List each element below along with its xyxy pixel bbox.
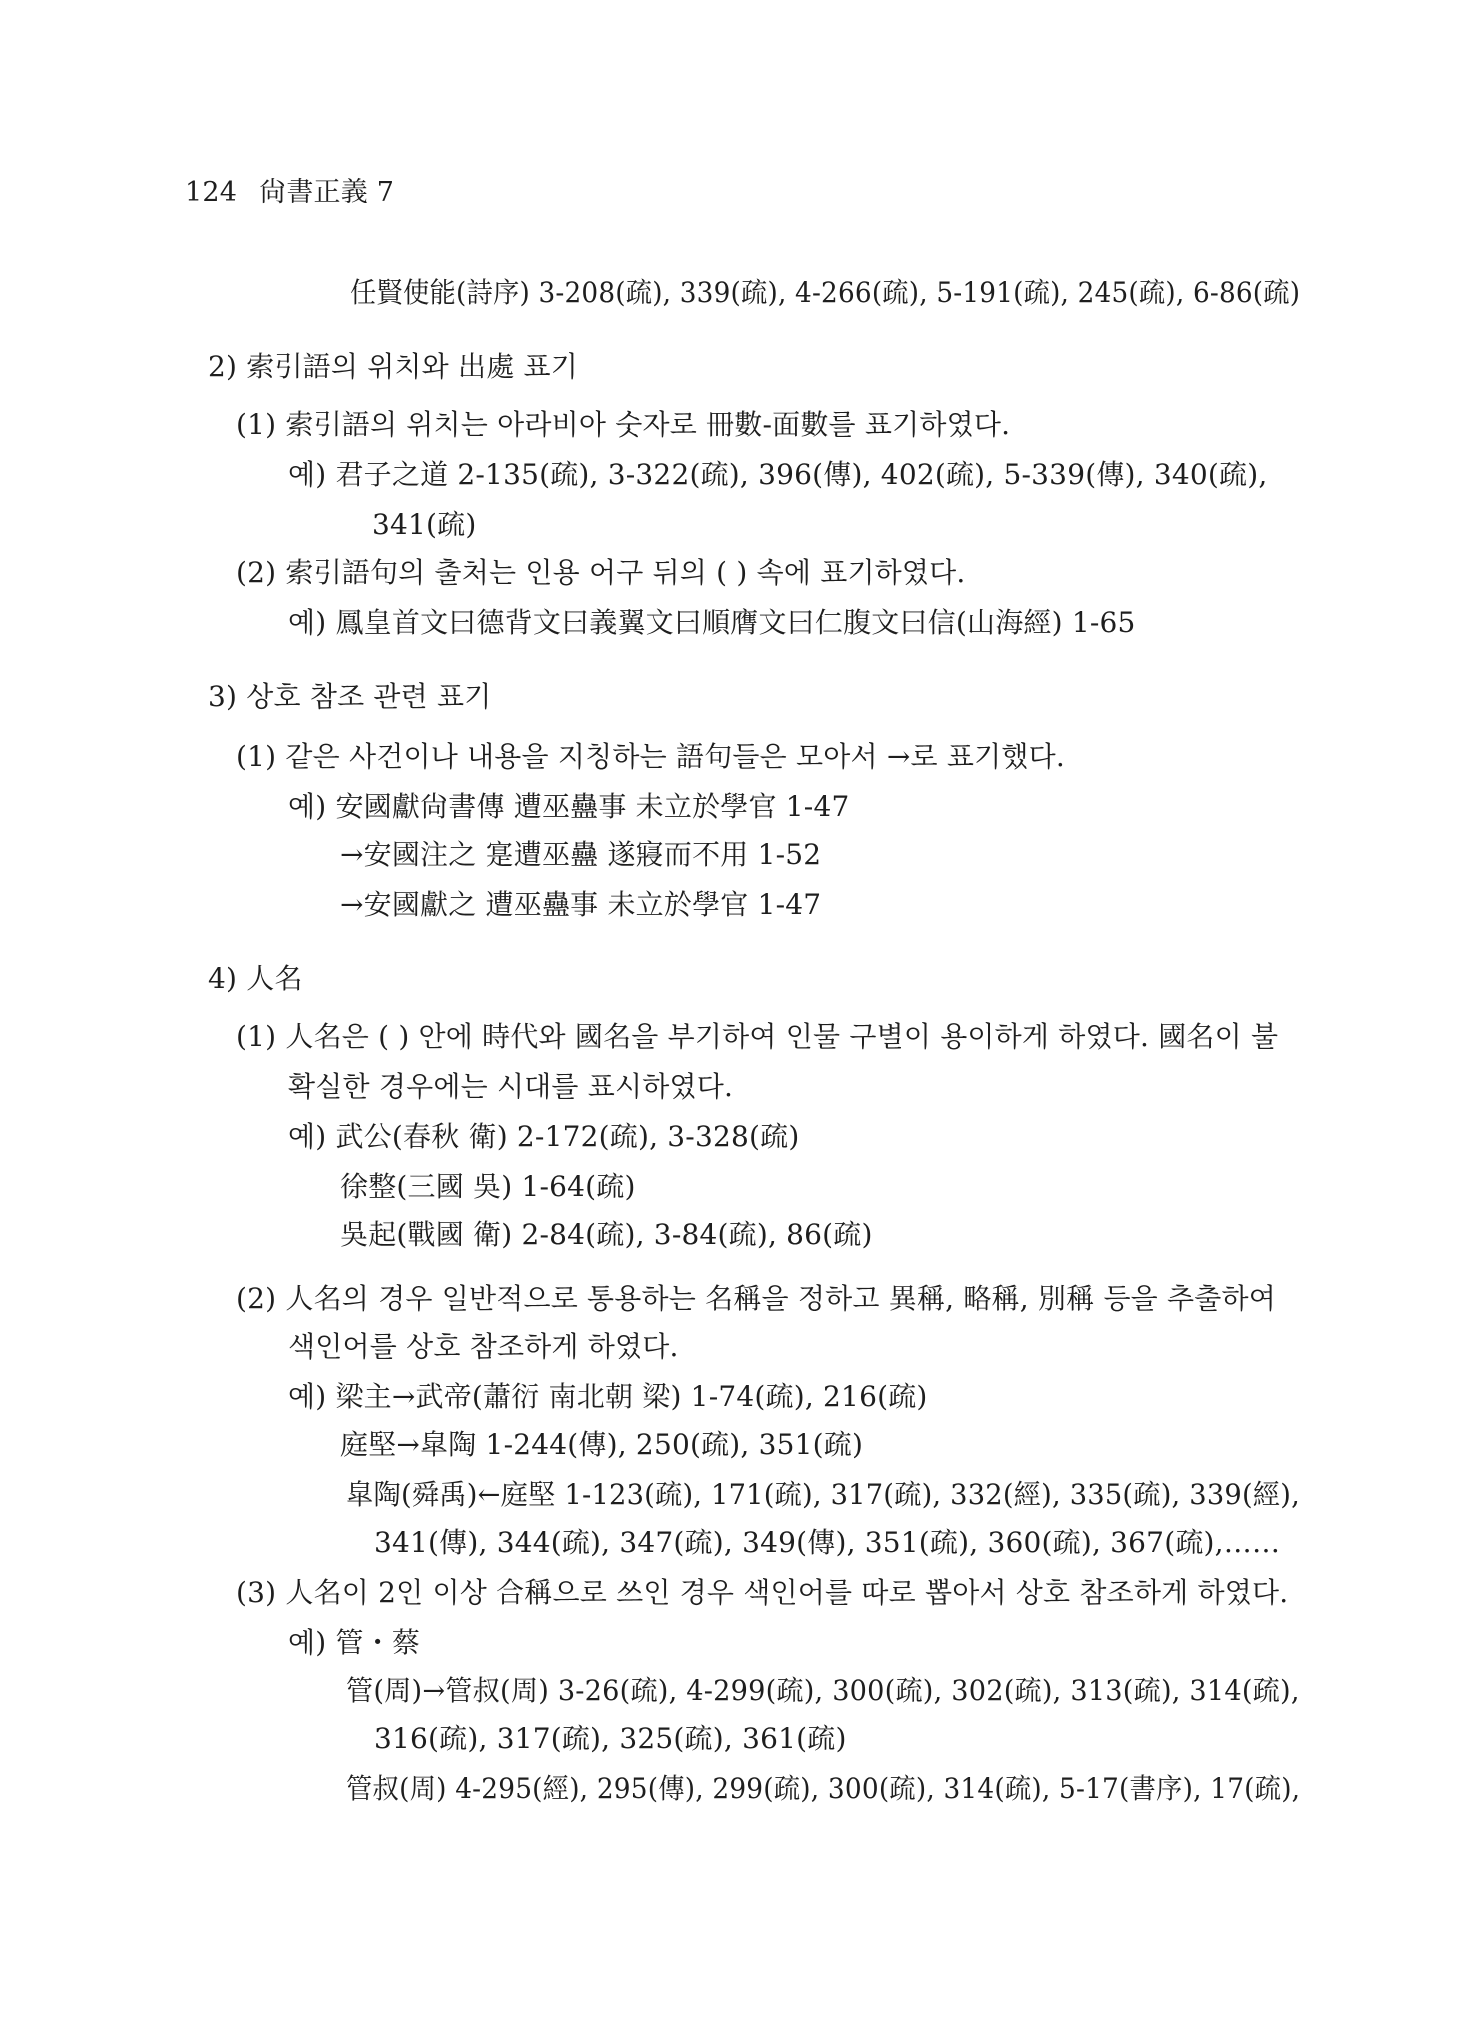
rule-item-continuation: 색인어를 상호 참조하게 하였다. [288,1330,679,1363]
example-line: 예) 梁主→武帝(蕭衍 南北朝 梁) 1-74(疏), 216(疏) [288,1380,928,1413]
rule-item: (1) 人名은 ( ) 안에 時代와 國名을 부기하여 인물 구별이 용이하게 하였다. 國名이 불 [236,1020,1279,1053]
rule-item: (1) 索引語의 위치는 아라비아 숫자로 冊數-面數를 표기하였다. [236,408,1011,441]
example-line: 예) 安國獻尙書傳 遭巫蠱事 未立於學官 1-47 [288,790,850,823]
example-continuation: 341(傳), 344(疏), 347(疏), 349(傳), 351(疏), 360(疏), 367(疏),…… [374,1526,1281,1559]
page-header [185,176,394,210]
rule-item-continuation: 확실한 경우에는 시대를 표시하였다. [288,1070,734,1103]
page-number: 124 [185,177,238,208]
section-heading: 3) 상호 참조 관련 표기 [208,680,492,713]
example-subline: 吳起(戰國 衛) 2-84(疏), 3-84(疏), 86(疏) [340,1218,873,1251]
example-line: 예) 君子之道 2-135(疏), 3-322(疏), 396(傳), 402(疏), 5-339(傳), 340(疏), [288,458,1268,491]
example-subline: 管(周)→管叔(周) 3-26(疏), 4-299(疏), 300(疏), 302(疏), 313(疏), 314(疏), [346,1674,1300,1707]
example-subline: 庭堅→皐陶 1-244(傳), 250(疏), 351(疏) [340,1428,864,1461]
rule-item: (2) 索引語句의 출처는 인용 어구 뒤의 ( ) 속에 표기하였다. [236,556,966,589]
example-line: 예) 武公(春秋 衛) 2-172(疏), 3-328(疏) [288,1120,800,1153]
rule-item: (3) 人名이 2인 이상 合稱으로 쓰인 경우 색인어를 따로 뽑아서 상호 참조하게 하였다. [236,1576,1289,1609]
book-title: 尙書正義 7 [259,177,395,208]
example-line: 예) 鳳皇首文曰德背文曰義翼文曰順膺文曰仁腹文曰信(山海經) 1-65 [288,606,1136,639]
index-entry-line: 任賢使能(詩序) 3-208(疏), 339(疏), 4-266(疏), 5-191(疏), 245(疏), 6-86(疏) [350,276,1301,309]
example-subline: 徐整(三國 吳) 1-64(疏) [340,1170,636,1203]
example-subline: →安國獻之 遭巫蠱事 未立於學官 1-47 [340,888,822,921]
example-line: 예) 管・蔡 [288,1626,421,1659]
example-subline: →安國注之 寔遭巫蠱 遂寢而不用 1-52 [340,838,822,871]
rule-item: (2) 人名의 경우 일반적으로 통용하는 名稱을 정하고 異稱, 略稱, 別稱 등을 추출하여 [236,1282,1277,1315]
example-subline: 管叔(周) 4-295(經), 295(傳), 299(疏), 300(疏), 314(疏), 5-17(書序), 17(疏), [346,1772,1301,1805]
rule-item: (1) 같은 사건이나 내용을 지칭하는 語句들은 모아서 →로 표기했다. [236,740,1065,773]
section-heading: 4) 人名 [208,962,303,995]
section-heading: 2) 索引語의 위치와 出處 표기 [208,350,579,383]
example-continuation: 341(疏) [372,508,477,541]
example-subline: 皐陶(舜禹)←庭堅 1-123(疏), 171(疏), 317(疏), 332(經), 335(疏), 339(經), [346,1478,1300,1511]
example-continuation: 316(疏), 317(疏), 325(疏), 361(疏) [374,1722,847,1755]
